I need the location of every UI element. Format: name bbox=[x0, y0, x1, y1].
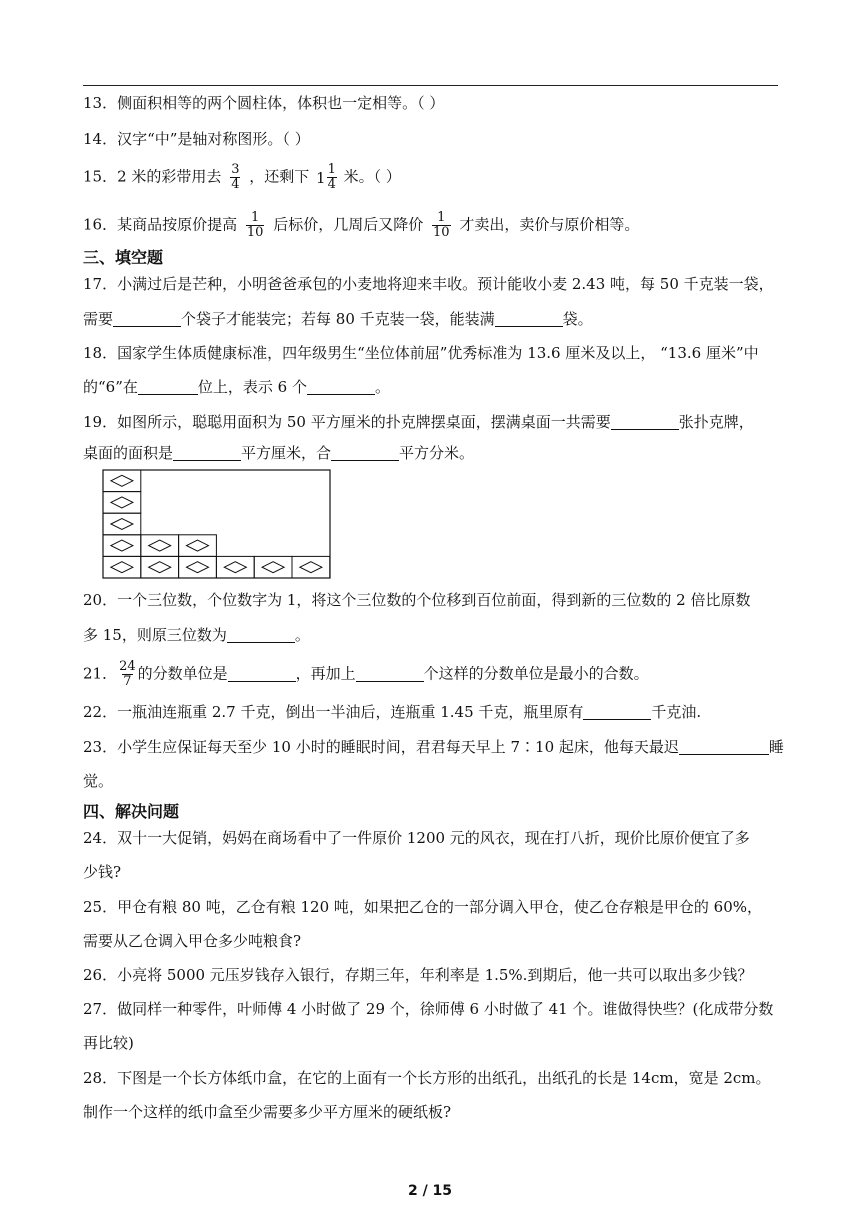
answer-blank[interactable] bbox=[331, 444, 399, 461]
playing-card bbox=[179, 556, 217, 578]
playing-card bbox=[103, 492, 141, 514]
diamond-icon bbox=[111, 562, 133, 573]
diamond-icon bbox=[111, 497, 133, 508]
diamond-icon bbox=[149, 540, 171, 551]
question-27-line1: 27．做同样一种零件，叶师傅 4 小时做了 29 个，徐师傅 6 小时做了 41 个。谁做得快些？(化成带分数 bbox=[83, 1000, 774, 1018]
playing-card bbox=[254, 556, 292, 578]
question-27-line2: 再比较) bbox=[83, 1034, 134, 1052]
answer-blank[interactable] bbox=[583, 703, 651, 720]
question-16: 16．某商品按原价提高 $\frac{1}{10}$ 后标价，几周后又降价 $\frac{1}{10}$ 才卖出，卖价与原价相等。 bbox=[83, 210, 640, 240]
diamond-icon bbox=[149, 562, 171, 573]
playing-card-table-figure bbox=[102, 469, 334, 581]
answer-blank[interactable] bbox=[138, 378, 198, 395]
question-28-line2: 制作一个这样的纸巾盒至少需要多少平方厘米的硬纸板? bbox=[83, 1103, 452, 1121]
question-28-line1: 28．下图是一个长方体纸巾盒，在它的上面有一个长方形的出纸孔，出纸孔的长是 14cm，宽是 2cm。 bbox=[83, 1069, 771, 1087]
question-20-line2: 多 15，则原三位数为 。 bbox=[83, 626, 310, 644]
playing-card bbox=[179, 535, 217, 557]
fraction-1-10: $\frac{1}{10}$ bbox=[246, 210, 264, 240]
playing-card bbox=[103, 513, 141, 535]
diamond-icon bbox=[224, 562, 246, 573]
question-23-line1: 23．小学生应保证每天至少 10 小时的睡眠时间，君君每天早上 7∶10 起床，他每天最迟 睡 bbox=[83, 738, 784, 756]
playing-card bbox=[292, 556, 330, 578]
diamond-icon bbox=[187, 562, 209, 573]
mixed-number: 1 $\frac{1}{4}$ bbox=[316, 162, 336, 192]
diamond-icon bbox=[111, 540, 133, 551]
question-24-line1: 24．双十一大促销，妈妈在商场看中了一件原价 1200 元的风衣，现在打八折，现价比原价便宜了多 bbox=[83, 829, 750, 847]
question-25-line1: 25．甲仓有粮 80 吨，乙仓有粮 120 吨，如果把乙仓的一部分调入甲仓，使乙仓存粮是甲仓的 60%， bbox=[83, 898, 762, 916]
answer-blank[interactable] bbox=[307, 378, 375, 395]
question-19-line2: 桌面的面积是 平方厘米，合 平方分米。 bbox=[83, 444, 475, 462]
question-17-line1: 17．小满过后是芒种，小明爸爸承包的小麦地将迎来丰收。预计能收小麦 2.43 吨，每 50 千克装一袋， bbox=[83, 275, 774, 293]
diamond-icon bbox=[111, 475, 133, 486]
fraction-1-10-b: $\frac{1}{10}$ bbox=[433, 210, 450, 240]
question-18-line1: 18．国家学生体质健康标准，四年级男生“坐位体前屈”优秀标准为 13.6 厘米及以上， “13.6 厘米”中 bbox=[83, 344, 759, 362]
diamond-icon bbox=[262, 562, 284, 573]
page-number: 2 / 15 bbox=[407, 1183, 453, 1199]
fraction-3-4: $\frac{3}{4}$ bbox=[231, 162, 240, 192]
playing-card bbox=[141, 556, 179, 578]
question-23-line2: 觉。 bbox=[83, 772, 114, 790]
playing-card bbox=[141, 535, 179, 557]
question-24-line2: 少钱? bbox=[83, 863, 122, 881]
question-25-line2: 需要从乙仓调入甲仓多少吨粮食? bbox=[83, 932, 302, 950]
question-21: 21． $\frac{24}{7}$ 的分数单位是 ，再加上 个这样的分数单位是最小的合数。 bbox=[83, 659, 649, 689]
question-26: 26．小亮将 5000 元压岁钱存入银行，存期三年，年利率是 1.5%.到期后，他一共可以取出多少钱？ bbox=[83, 966, 753, 984]
answer-blank[interactable] bbox=[173, 444, 241, 461]
section-heading-solve: 四、解决问题 bbox=[83, 802, 180, 821]
playing-card bbox=[103, 470, 141, 492]
question-19-line1: 19．如图所示，聪聪用面积为 50 平方厘米的扑克牌摆桌面，摆满桌面一共需要 张扑克牌， bbox=[83, 413, 754, 431]
answer-blank[interactable] bbox=[356, 665, 424, 682]
diamond-icon bbox=[300, 562, 322, 573]
answer-blank[interactable] bbox=[227, 626, 295, 643]
question-17-line2: 需要 个袋子才能装完；若每 80 千克装一袋，能装满 袋。 bbox=[83, 310, 593, 328]
question-20-line1: 20．一个三位数，个位数字为 1，将这个三位数的个位移到百位前面，得到新的三位数的 2 倍比原数 bbox=[83, 591, 751, 609]
answer-blank[interactable] bbox=[228, 665, 296, 682]
playing-card bbox=[103, 556, 141, 578]
section-heading-fill: 三、填空题 bbox=[83, 248, 164, 267]
diamond-icon bbox=[111, 519, 133, 530]
answer-blank[interactable] bbox=[113, 310, 181, 327]
answer-blank[interactable] bbox=[679, 738, 769, 755]
question-14: 14．汉字“中”是轴对称图形。（ ） bbox=[83, 130, 310, 148]
playing-card bbox=[216, 556, 254, 578]
fraction-24-7: $\frac{24}{7}$ bbox=[119, 659, 136, 689]
header-rule bbox=[83, 85, 778, 86]
diamond-icon bbox=[187, 540, 209, 551]
answer-blank[interactable] bbox=[611, 413, 679, 430]
question-18-line2: 的“6”在 位上，表示 6 个 。 bbox=[83, 378, 390, 396]
question-13: 13．侧面积相等的两个圆柱体，体积也一定相等。（ ） bbox=[83, 94, 445, 112]
question-15: 15．2 米的彩带用去 $\frac{3}{4}$ ，还剩下 1 $\frac{1}{4}$ 米。（ ） bbox=[83, 162, 401, 192]
answer-blank[interactable] bbox=[495, 310, 563, 327]
playing-card bbox=[103, 535, 141, 557]
question-22: 22．一瓶油连瓶重 2.7 千克，倒出一半油后，连瓶重 1.45 千克，瓶里原有 千克油. bbox=[83, 703, 702, 721]
